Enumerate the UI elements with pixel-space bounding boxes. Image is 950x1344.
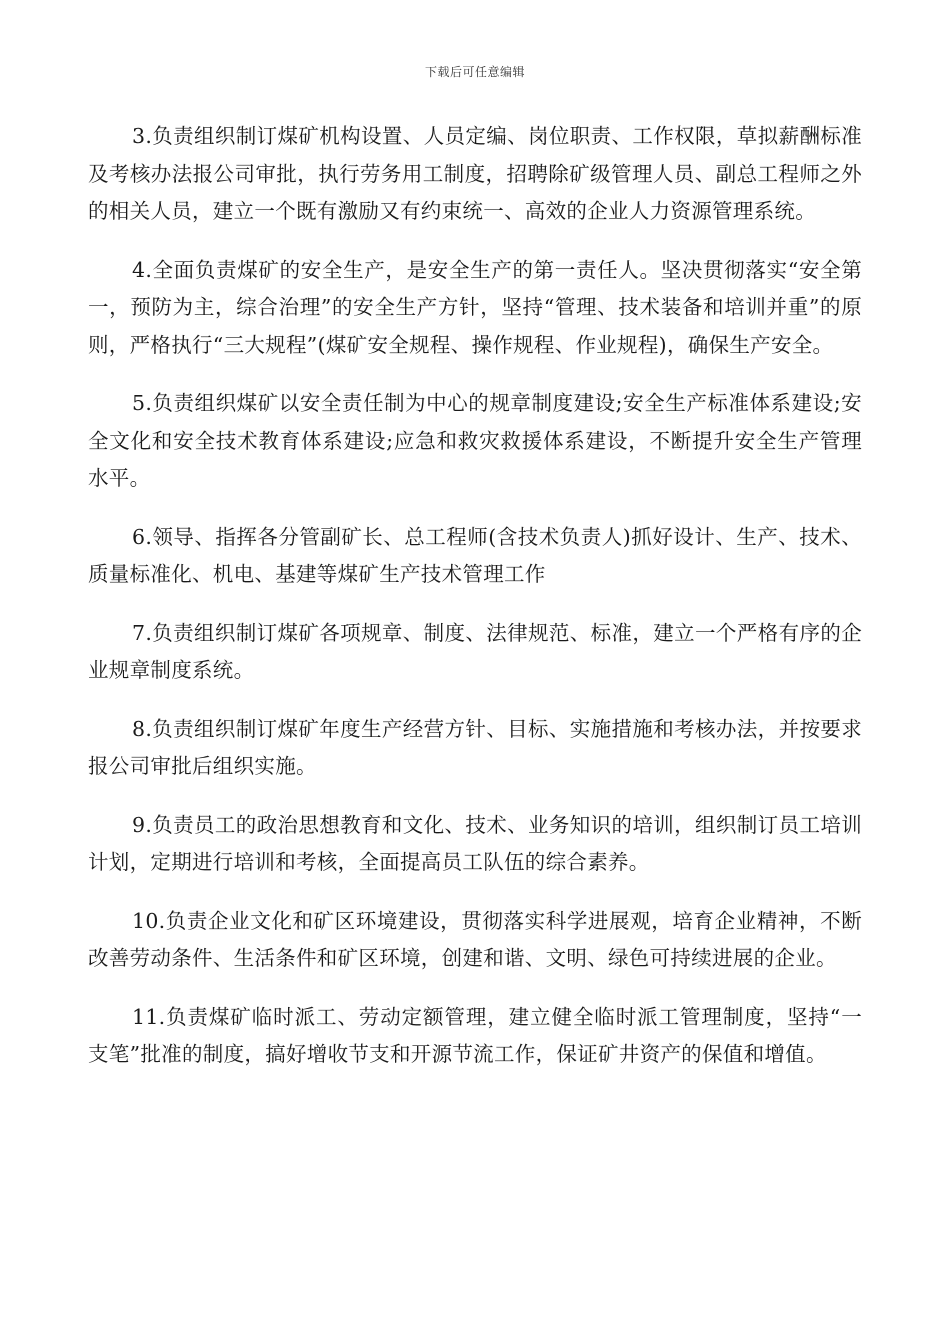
paragraph-item-9: 9.负责员工的政治思想教育和文化、技术、业务知识的培训，组织制订员工培训计划，定期进行培训和考核，全面提高员工队伍的综合素养。 (88, 812, 862, 874)
paragraph-item-8: 8.负责组织制订煤矿年度生产经营方针、目标、实施措施和考核办法，并按要求报公司审批后组织实施。 (88, 716, 862, 778)
paragraph-item-5: 5.负责组织煤矿以安全责任制为中心的规章制度建设;安全生产标准体系建设;安全文化和安全技术教育体系建设;应急和救灾救援体系建设，不断提升安全生产管理水平。 (88, 391, 862, 490)
paragraph-item-11: 11.负责煤矿临时派工、劳动定额管理，建立健全临时派工管理制度，坚持“一支笔”批准的制度，搞好增收节支和开源节流工作，保证矿井资产的保值和增值。 (88, 1004, 862, 1066)
document-body (88, 118, 862, 1095)
paragraph-item-7: 7.负责组织制订煤矿各项规章、制度、法律规范、标准，建立一个严格有序的企业规章制度系统。 (88, 620, 862, 682)
paragraph-item-4: 4.全面负责煤矿的安全生产，是安全生产的第一责任人。坚决贯彻落实“安全第一，预防为主，综合治理”的安全生产方针，坚持“管理、技术装备和培训并重”的原则，严格执行“三大规程”(煤矿安全规程、操作规程、作业规程)，确保生产安全。 (88, 257, 862, 357)
paragraph-item-10: 10.负责企业文化和矿区环境建设，贯彻落实科学进展观，培育企业精神，不断改善劳动条件、生活条件和矿区环境，创建和谐、文明、绿色可持续进展的企业。 (88, 908, 862, 970)
page-header: 下载后可任意编辑 (424, 65, 525, 79)
paragraph-item-3: 3.负责组织制订煤矿机构设置、人员定编、岗位职责、工作权限，草拟薪酬标准及考核办法报公司审批，执行劳务用工制度，招聘除矿级管理人员、副总工程师之外的相关人员，建立一个既有激励又有约束统一、高效的企业人力资源管理系统。 (88, 124, 862, 223)
paragraph-item-6: 6.领导、指挥各分管副矿长、总工程师(含技术负责人)抓好设计、生产、技术、质量标准化、机电、基建等煤矿生产技术管理工作 (88, 524, 862, 586)
